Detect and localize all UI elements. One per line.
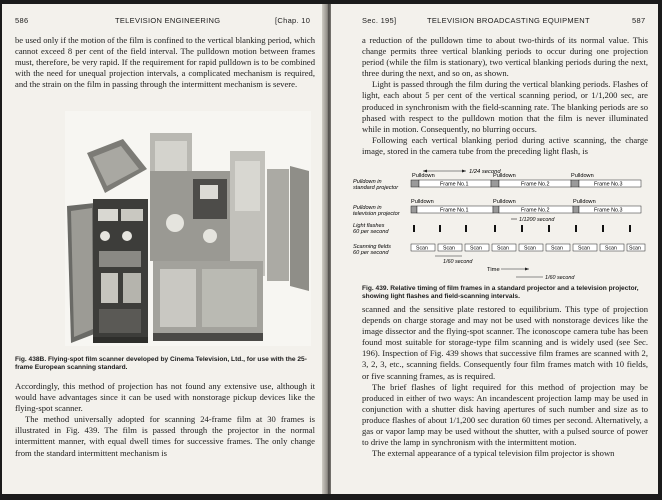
right-paragraph-2: Light is passed through the film during the vertical blanking periods. Flashes of light, each about 5 per cent of the vertical scanning period, or 1/1,200 sec, are produced in synchronism with the field-scanning rate. The blanking periods are so phased with respect to the pulldown motion that the film is never illuminated while in motion. Consequently, no blurring occurs. [362,79,648,134]
right-paragraph-3: Following each vertical blanking period during active scanning, the charge image, stored in the camera tube from the preceding light flash, is [362,134,648,156]
flash-interval-label: 1/1200 second [519,217,555,223]
field-interval-label: 1/60 second [443,259,473,265]
right-figure-caption: Fig. 439. Relative timing of film frames in a standard projector and a television projector, showing light flashes and field-scanning intervals. [362,285,639,301]
frame-label: Frame No.1 [440,181,469,188]
label-fields-2: 60 per second [353,250,389,256]
timing-diagram [353,167,648,282]
right-page [331,4,658,494]
right-body-bottom [362,304,648,459]
flash-marks [413,225,631,232]
scan-label: Scan [524,245,536,252]
label-tv-1: Pulldown in [353,205,382,211]
page-number: 587 [632,16,646,25]
section-ref: Sec. 195] [362,16,397,25]
scan-label: Scan [629,245,641,252]
label-standard-1: Pulldown in [353,179,382,185]
left-body-text [15,381,315,459]
frame-label: Frame No.1 [440,207,469,214]
frame-label: Frame No.2 [521,181,550,188]
bottom-interval-label: 1/60 second [545,275,575,281]
scan-label: Scan [470,245,482,252]
label-standard-2: standard projector [353,185,399,191]
label-tv-2: television projector [353,211,400,217]
pulldown-label: Pulldown [571,173,594,179]
left-paragraph-top: be used only if the motion of the film is confined to the vertical blanking period, which cannot exceed 8 per cent of the field interval. The pulldown motion between frames must, therefore, be very rapid. If the requirement for rapid pulldown is to be combined with the need for unequal projection intervals, a complicated mechanism is required, and the strain on the film in passing through the intermittent mechanism is severe. [15,35,315,90]
left-page-header [2,16,325,28]
scan-label: Scan [605,245,617,252]
frame-label: Frame No.3 [594,181,623,188]
right-page-header [331,16,658,28]
left-page [2,4,325,494]
scan-label: Scan [443,245,455,252]
right-paragraph-4: scanned and the sensitive plate restored to equilibrium. This type of projection depends on charge storage and may not be used with nonstorage devices like the image dissector and the flying-spot scanner. The iconoscope camera tube has been found most suitable for storage-type film scanning and is widely used (see Sec. 196). Inspection of Fig. 439 shows that successive film frames are scanned with 2, 3, 2, 3, etc., scanning fields. Consequently four film frames match with 10 fields, or five scanning frames, as is required. [362,304,648,381]
label-flashes-2: 60 per second [353,229,389,235]
scan-label: Scan [551,245,563,252]
pulldown-label: Pulldown [411,199,434,205]
right-body-top [362,35,648,157]
running-title: TELEVISION BROADCASTING EQUIPMENT [427,16,590,25]
left-paragraph-2: The method universally adopted for scanning 24-frame film at 30 frames is illustrated in Fig. 439. The film is passed through the projector in the normal intermittent manner, with equal dwell times for successive frames. The only change from the standard intermittent mechanism is [15,414,315,458]
running-title: TELEVISION ENGINEERING [115,16,221,25]
pulldown-label: Pulldown [493,199,516,205]
pulldown-label: Pulldown [573,199,596,205]
left-paragraph-1: Accordingly, this method of projection has not found any extensive use, although it would have advantages since it can be used with nonstorage pickup devices like the flying-spot scanner. [15,381,315,414]
left-figure-caption: Fig. 438B. Flying-spot film scanner developed by Cinema Television, Ltd., for use with the 25-frame European scanning standard. [15,356,307,372]
pulldown-label: Pulldown [493,173,516,179]
pulldown-label: Pulldown [412,173,435,179]
top-interval-label: 1/24 second [469,169,501,175]
label-flashes-1: Light flashes [353,223,385,229]
scan-label: Scan [416,245,428,252]
right-paragraph-1: a reduction of the pulldown time to about two-thirds of its normal value. This change permits three vertical blanking periods to occur during one projection period (while the film is stationary), two vertical blanking periods during the next, three during the next, and so on, as shown. [362,35,648,79]
page-number: 586 [15,16,29,25]
right-paragraph-6: The external appearance of a typical television film projector is shown [372,448,615,459]
flying-spot-scanner-photo [65,111,311,346]
frame-label: Frame No.2 [521,207,550,214]
time-label: Time [487,267,500,273]
right-paragraph-5: The brief flashes of light required for this method of projection may be produced in either of two ways: An incandescent projection lamp may be used in conjunction with a shutter disk having apertures of such number and size as to produce flashes of about 1/1,200 sec duration 60 times per second. Alternatively, a gas or vapor lamp may be used without the shutter, with a pulsed source of power to drive the lamp in synchronism with the intermittent motion. [362,381,648,448]
scan-label: Scan [497,245,509,252]
label-fields-1: Scanning fields [353,244,391,250]
frame-label: Frame No.3 [594,207,623,214]
chapter-ref: [Chap. 10 [275,16,311,25]
scan-label: Scan [578,245,590,252]
